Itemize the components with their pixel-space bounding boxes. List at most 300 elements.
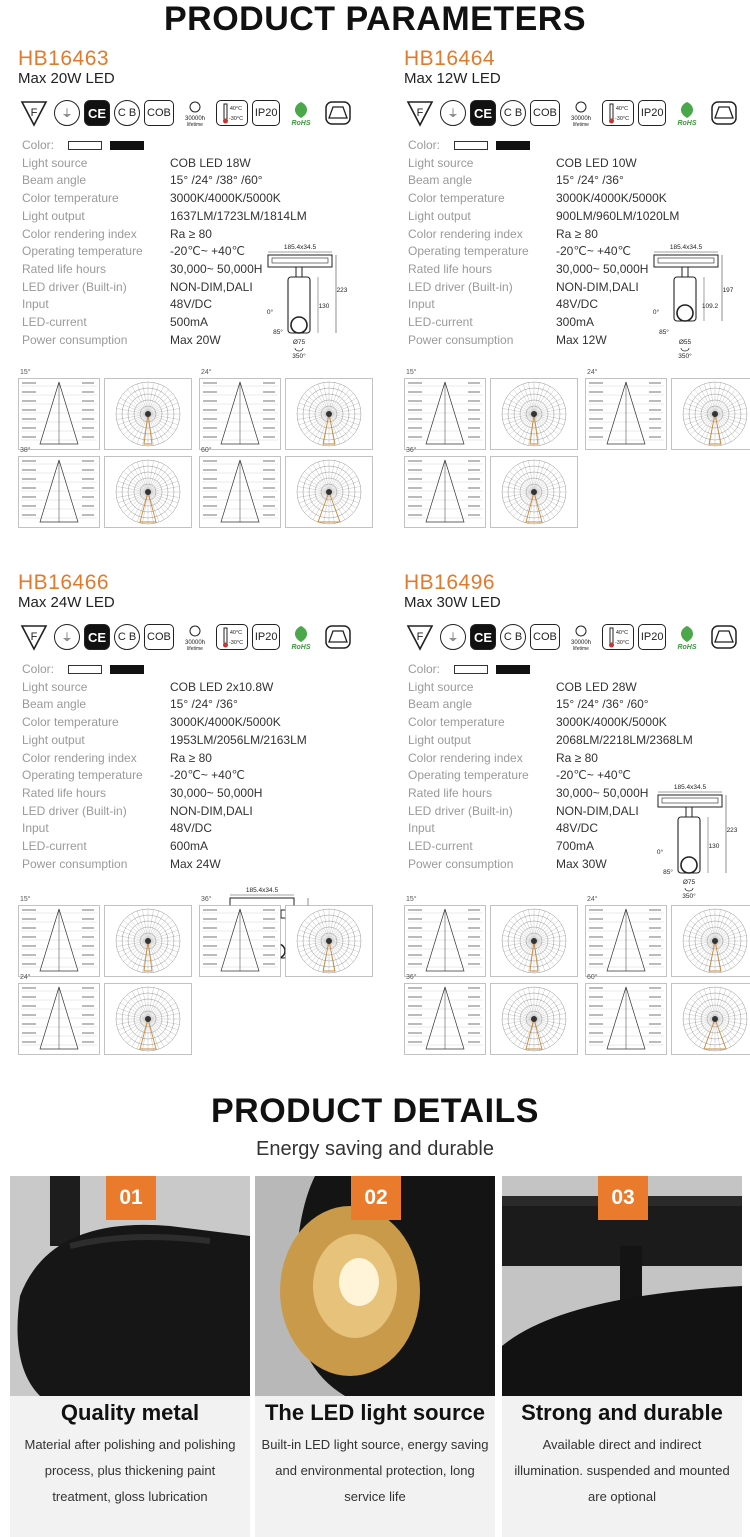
- lamp-lens: [681, 857, 697, 873]
- detail-card-03: [502, 1176, 742, 1537]
- ip20-icon: IP20: [638, 100, 667, 126]
- cone-text-mark: [649, 427, 661, 429]
- cone-text-mark: [263, 382, 275, 384]
- cone-text-mark: [263, 487, 275, 489]
- spec-label-color: Color:: [408, 138, 441, 152]
- cone-text-mark: [263, 514, 275, 516]
- spec-value: 30,000~ 50,000H: [170, 785, 263, 800]
- cone-text-mark: [408, 996, 422, 998]
- spec-value: COB LED 2x10.8W: [170, 679, 274, 694]
- polar-center: [531, 411, 537, 417]
- color-swatch-white: [68, 141, 102, 150]
- cob-mark-icon: COB: [144, 100, 174, 126]
- cone-text-mark: [468, 460, 480, 462]
- cone-text-mark: [203, 496, 217, 498]
- lamp-stem: [50, 1176, 80, 1246]
- cone-text-mark: [22, 382, 36, 384]
- model-power: Max 30W LED: [404, 594, 501, 611]
- spec-value: 48V/DC: [556, 297, 599, 312]
- svg-text:30000h: 30000h: [570, 640, 591, 646]
- cone-text-mark: [468, 487, 480, 489]
- polar-center: [145, 1016, 151, 1022]
- cob-mark-icon: COB: [530, 100, 560, 126]
- cone-text-mark: [263, 418, 275, 420]
- beam-chart: [18, 369, 193, 450]
- spec-row-color-temperature: [18, 714, 388, 732]
- cone-text-mark: [649, 987, 661, 989]
- beam-chart: [199, 896, 374, 977]
- spec-label: Color rendering index: [22, 750, 137, 765]
- cone-text-mark: [408, 505, 422, 507]
- cone-text-mark: [649, 936, 661, 938]
- lamp-shape-icon: [322, 624, 354, 650]
- cone-text-mark: [22, 478, 36, 480]
- cone-text-mark: [589, 954, 603, 956]
- lamp-shape-icon: [708, 624, 740, 650]
- dim-label-height: 223: [726, 827, 738, 834]
- spec-value: 900LM/960LM/1020LM: [556, 208, 680, 223]
- certification-icons: [404, 621, 750, 653]
- tilt-label-2: 85°: [663, 869, 673, 876]
- spec-value: -20℃~ +40℃: [170, 768, 245, 783]
- spec-label: Color temperature: [22, 191, 119, 206]
- diameter-label: Ø55: [678, 339, 692, 346]
- spec-value: 30,000~ 50,000H: [556, 785, 649, 800]
- cone-text-mark: [589, 1041, 603, 1043]
- cone-text-mark: [468, 505, 480, 507]
- cone-text-mark: [22, 1005, 36, 1007]
- cone-text-mark: [408, 427, 422, 429]
- cone-text-mark: [468, 391, 480, 393]
- cone-text-mark: [203, 427, 217, 429]
- cone-text-mark: [203, 954, 217, 956]
- spec-label: Power consumption: [408, 856, 514, 871]
- cone-text-mark: [82, 505, 94, 507]
- diameter-label: Ø75: [292, 339, 306, 346]
- cone-text-mark: [22, 927, 36, 929]
- model-number: HB16496: [404, 571, 496, 594]
- beam-chart: [404, 369, 579, 450]
- spec-row-light-output: [404, 208, 750, 226]
- cone-text-mark: [408, 496, 422, 498]
- spec-label: Operating temperature: [408, 244, 529, 259]
- detail-description: Material after polishing and polishing process, plus thickening paint treatment, gloss lubrication: [24, 1437, 236, 1504]
- cone-text-mark: [408, 1014, 422, 1016]
- cone-text-mark: [82, 418, 94, 420]
- spec-value: 30,000~ 50,000H: [556, 261, 649, 276]
- spec-value: Ra ≥ 80: [556, 226, 598, 241]
- cone-text-mark: [203, 418, 217, 420]
- svg-text:30000h: 30000h: [570, 116, 591, 122]
- cone-text-mark: [203, 436, 217, 438]
- dim-label-body: 130: [318, 303, 330, 310]
- spec-value: Ra ≥ 80: [170, 226, 212, 241]
- beam-chart-label: 24°: [587, 369, 598, 376]
- cone-text-mark: [649, 1014, 661, 1016]
- svg-text:40°C: 40°C: [229, 630, 242, 636]
- ground-icon: ⏚: [440, 100, 466, 126]
- cone-text-mark: [589, 436, 603, 438]
- cone-text-mark: [649, 391, 661, 393]
- cone-text-mark: [589, 996, 603, 998]
- dim-label-height: 197: [722, 287, 734, 294]
- spec-value: 30,000~ 50,000H: [170, 261, 263, 276]
- svg-text:F: F: [30, 107, 38, 119]
- svg-text:-30°C: -30°C: [228, 640, 243, 646]
- spec-label: Color rendering index: [22, 226, 137, 241]
- cone-text-mark: [468, 478, 480, 480]
- cone-text-mark: [589, 1032, 603, 1034]
- spec-value: NON-DIM,DALI: [556, 279, 639, 294]
- beam-chart-label: 24°: [587, 896, 598, 903]
- spec-value: -20℃~ +40℃: [556, 768, 631, 783]
- spec-row-cri: [18, 226, 388, 244]
- dim-label-top: 185.4x34.5: [245, 887, 279, 894]
- spec-row-light-output: [18, 732, 388, 750]
- spec-label: Light output: [22, 732, 85, 747]
- spec-label: Rated life hours: [22, 261, 107, 276]
- cone-text-mark: [468, 409, 480, 411]
- cb-mark-icon: C B: [114, 100, 140, 126]
- cone-text-mark: [468, 987, 480, 989]
- cone-text-mark: [589, 927, 603, 929]
- cone-text-mark: [649, 918, 661, 920]
- flammable-f-icon: [404, 624, 436, 650]
- svg-text:F: F: [30, 631, 38, 643]
- rotation-label: 350°: [678, 353, 692, 360]
- spec-value: COB LED 10W: [556, 155, 637, 170]
- ce-mark-icon: CE: [84, 624, 110, 650]
- spec-label: LED-current: [408, 315, 473, 330]
- spec-value: Max 30W: [556, 856, 607, 871]
- cone-text-mark: [82, 987, 94, 989]
- color-swatch-black: [110, 665, 144, 674]
- detail-heading: The LED light source: [264, 1400, 486, 1425]
- cone-text-mark: [22, 1041, 36, 1043]
- model-power: Max 24W LED: [18, 594, 115, 611]
- spec-label: Light output: [408, 732, 471, 747]
- color-row: [18, 661, 388, 679]
- certification-icons: [404, 97, 750, 129]
- svg-text:40°C: 40°C: [615, 106, 628, 112]
- polar-center: [531, 1016, 537, 1022]
- cone-text-mark: [263, 427, 275, 429]
- spec-label: Power consumption: [22, 332, 128, 347]
- detail-heading: Quality metal: [60, 1400, 200, 1425]
- cone-text-mark: [468, 909, 480, 911]
- cone-text-mark: [203, 514, 217, 516]
- cone-text-mark: [203, 400, 217, 402]
- cone-text-mark: [468, 918, 480, 920]
- cone-text-mark: [22, 391, 36, 393]
- cone-text-mark: [22, 945, 36, 947]
- spec-row-light-source: [404, 679, 750, 697]
- product-parameters-title: PRODUCT PARAMETERS: [163, 0, 587, 38]
- spec-row-color-temperature: [404, 714, 750, 732]
- rotation-label: 350°: [292, 353, 306, 360]
- svg-text:30000h: 30000h: [184, 116, 205, 122]
- beam-chart: [199, 447, 374, 528]
- beam-chart: [404, 447, 579, 528]
- cone-text-mark: [589, 391, 603, 393]
- ground-icon: ⏚: [54, 100, 80, 126]
- cone-text-mark: [263, 909, 275, 911]
- beam-chart: [18, 896, 193, 977]
- detail-card-02: [255, 1176, 495, 1537]
- cone-text-mark: [22, 514, 36, 516]
- cone-text-mark: [82, 927, 94, 929]
- spec-row-cri: [404, 750, 750, 768]
- cone-text-mark: [408, 945, 422, 947]
- spec-row-cri: [18, 750, 388, 768]
- spec-label: LED driver (Built-in): [22, 803, 127, 818]
- cone-text-mark: [203, 382, 217, 384]
- cone-text-mark: [468, 469, 480, 471]
- cone-text-mark: [22, 1032, 36, 1034]
- model-power: Max 12W LED: [404, 70, 501, 87]
- spec-label: Operating temperature: [408, 768, 529, 783]
- step-badge: 01: [106, 1176, 156, 1220]
- cb-mark-icon: C B: [500, 100, 526, 126]
- dimension-drawing: [262, 242, 350, 365]
- cone-text-mark: [203, 487, 217, 489]
- spec-label: Power consumption: [408, 332, 514, 347]
- spec-label: Power consumption: [22, 856, 128, 871]
- model-number: HB16466: [18, 571, 110, 594]
- spec-value: Ra ≥ 80: [556, 750, 598, 765]
- spec-value: Ra ≥ 80: [170, 750, 212, 765]
- cone-text-mark: [82, 409, 94, 411]
- lifetime-clock-icon: [564, 624, 598, 650]
- spec-label: Beam angle: [408, 697, 473, 712]
- beam-chart: [404, 974, 579, 1055]
- cone-text-mark: [22, 496, 36, 498]
- spec-label: Rated life hours: [22, 785, 107, 800]
- svg-text:-30°C: -30°C: [614, 640, 629, 646]
- spec-label: Beam angle: [408, 173, 473, 188]
- ground-icon: ⏚: [54, 624, 80, 650]
- cone-text-mark: [589, 909, 603, 911]
- cone-text-mark: [82, 460, 94, 462]
- temperature-icon: [216, 100, 248, 126]
- spec-label: Light source: [22, 155, 88, 170]
- cone-text-mark: [589, 936, 603, 938]
- spec-label: LED driver (Built-in): [408, 279, 513, 294]
- spec-label-color: Color:: [22, 662, 55, 676]
- beam-chart-label: 15°: [20, 369, 31, 376]
- spec-label: Color temperature: [22, 715, 119, 730]
- cone-text-mark: [82, 382, 94, 384]
- spec-row-color-temperature: [404, 190, 750, 208]
- spec-label: Light source: [408, 679, 474, 694]
- spec-label: Color rendering index: [408, 226, 523, 241]
- model-number: HB16464: [404, 47, 496, 70]
- cone-text-mark: [263, 400, 275, 402]
- spec-value: 700mA: [556, 839, 595, 854]
- spec-value: NON-DIM,DALI: [556, 803, 639, 818]
- polar-center: [145, 411, 151, 417]
- dim-label-height: 223: [336, 287, 348, 294]
- cone-text-mark: [408, 460, 422, 462]
- cone-text-mark: [408, 927, 422, 929]
- cone-text-mark: [82, 909, 94, 911]
- rotation-arrow-icon: [685, 888, 693, 891]
- cone-text-mark: [649, 1032, 661, 1034]
- cone-text-mark: [203, 469, 217, 471]
- beam-chart: [404, 896, 579, 977]
- rohs-icon: [284, 624, 318, 650]
- spec-row-operating-temp: [18, 767, 388, 785]
- tilt-label: 0°: [266, 309, 274, 316]
- cone-text-mark: [22, 427, 36, 429]
- cone-text-mark: [263, 963, 275, 965]
- beam-charts: [18, 369, 374, 528]
- cone-text-mark: [263, 391, 275, 393]
- cone-text-mark: [22, 987, 36, 989]
- cone-text-mark: [408, 936, 422, 938]
- spec-value: NON-DIM,DALI: [170, 803, 253, 818]
- spec-row-current: [18, 838, 388, 856]
- cone-text-mark: [649, 1041, 661, 1043]
- model-number: HB16463: [18, 47, 110, 70]
- cone-text-mark: [82, 469, 94, 471]
- temperature-icon: [216, 624, 248, 650]
- cone-text-mark: [82, 918, 94, 920]
- spec-row-power: [18, 856, 388, 874]
- cb-mark-icon: C B: [500, 624, 526, 650]
- cone-text-mark: [22, 505, 36, 507]
- beam-chart-label: 36°: [406, 974, 417, 981]
- cone-text-mark: [263, 954, 275, 956]
- cone-text-mark: [82, 1005, 94, 1007]
- cone-text-mark: [22, 918, 36, 920]
- cone-text-mark: [468, 927, 480, 929]
- cone-text-mark: [408, 400, 422, 402]
- beam-chart-label: 60°: [201, 447, 212, 454]
- spec-value: 15° /24° /36°: [170, 697, 238, 712]
- cone-text-mark: [468, 400, 480, 402]
- beam-chart: [585, 369, 750, 450]
- ce-mark-icon: CE: [470, 624, 496, 650]
- cone-text-mark: [263, 469, 275, 471]
- product-details-subtitle: Energy saving and durable: [256, 1138, 494, 1160]
- cone-text-mark: [263, 409, 275, 411]
- track-body: [654, 255, 718, 267]
- detail-card-01: [10, 1176, 250, 1537]
- svg-text:40°C: 40°C: [615, 630, 628, 636]
- cone-text-mark: [82, 963, 94, 965]
- cone-text-mark: [649, 927, 661, 929]
- flammable-f-icon: [404, 100, 436, 126]
- spec-label: LED driver (Built-in): [408, 803, 513, 818]
- spec-value: Max 12W: [556, 332, 607, 347]
- cone-text-mark: [408, 514, 422, 516]
- color-swatch-white: [454, 141, 488, 150]
- spec-value: 1953LM/2056LM/2163LM: [170, 732, 307, 747]
- lamp-shape-icon: [708, 100, 740, 126]
- spec-label: Rated life hours: [408, 785, 493, 800]
- cone-text-mark: [589, 418, 603, 420]
- polar-center: [531, 938, 537, 944]
- rohs-icon: [670, 100, 704, 126]
- dimension-drawing: [648, 242, 736, 365]
- beam-chart-label: 24°: [201, 369, 212, 376]
- cone-text-mark: [203, 936, 217, 938]
- beam-chart: [18, 974, 193, 1055]
- color-swatch-white: [68, 665, 102, 674]
- spec-value: Max 20W: [170, 332, 221, 347]
- cone-text-mark: [408, 469, 422, 471]
- spec-label: LED-current: [22, 315, 87, 330]
- cone-text-mark: [203, 505, 217, 507]
- spec-value: 300mA: [556, 315, 595, 330]
- polar-center: [326, 489, 332, 495]
- cone-text-mark: [82, 1032, 94, 1034]
- tilt-label-2: 85°: [659, 329, 669, 336]
- cone-text-mark: [649, 1023, 661, 1025]
- spec-value: -20℃~ +40℃: [170, 244, 245, 259]
- lifetime-clock-icon: [178, 100, 212, 126]
- spec-value: 48V/DC: [170, 297, 213, 312]
- beam-chart-label: 60°: [587, 974, 598, 981]
- dimension-drawing: [652, 782, 740, 905]
- beam-chart: [18, 447, 193, 528]
- dim-label-top: 185.4x34.5: [283, 244, 317, 251]
- cone-text-mark: [203, 478, 217, 480]
- svg-text:RoHS: RoHS: [291, 120, 312, 127]
- spec-row-cri: [404, 226, 750, 244]
- cone-text-mark: [468, 436, 480, 438]
- cone-text-mark: [649, 436, 661, 438]
- spec-label: Rated life hours: [408, 261, 493, 276]
- spec-value: 2068LM/2218LM/2368LM: [556, 732, 693, 747]
- lifetime-clock-icon: [178, 624, 212, 650]
- spec-label: Color rendering index: [408, 750, 523, 765]
- cone-text-mark: [203, 909, 217, 911]
- cone-text-mark: [468, 945, 480, 947]
- spec-row-light-source: [18, 155, 388, 173]
- temperature-icon: [602, 100, 634, 126]
- cone-text-mark: [408, 963, 422, 965]
- cone-text-mark: [82, 996, 94, 998]
- tilt-label: 0°: [652, 309, 660, 316]
- svg-text:lifetime: lifetime: [572, 646, 589, 651]
- cone-text-mark: [22, 1023, 36, 1025]
- cone-text-mark: [408, 418, 422, 420]
- svg-text:RoHS: RoHS: [677, 120, 698, 127]
- cone-text-mark: [22, 487, 36, 489]
- cone-text-mark: [82, 478, 94, 480]
- step-badge: 03: [598, 1176, 648, 1220]
- dim-label-top: 185.4x34.5: [673, 784, 707, 791]
- color-swatch-black: [110, 141, 144, 150]
- cone-text-mark: [468, 1014, 480, 1016]
- cone-text-mark: [263, 478, 275, 480]
- cone-text-mark: [408, 1041, 422, 1043]
- spec-label: Light source: [408, 155, 474, 170]
- cone-text-mark: [468, 382, 480, 384]
- spec-label: Input: [408, 821, 435, 836]
- svg-text:30000h: 30000h: [184, 640, 205, 646]
- cone-text-mark: [22, 954, 36, 956]
- beam-chart: [199, 369, 374, 450]
- beam-charts: [404, 369, 750, 528]
- cone-text-mark: [408, 918, 422, 920]
- spec-value: COB LED 28W: [556, 679, 637, 694]
- polar-center: [712, 938, 718, 944]
- spec-value: Max 24W: [170, 856, 221, 871]
- cone-text-mark: [82, 936, 94, 938]
